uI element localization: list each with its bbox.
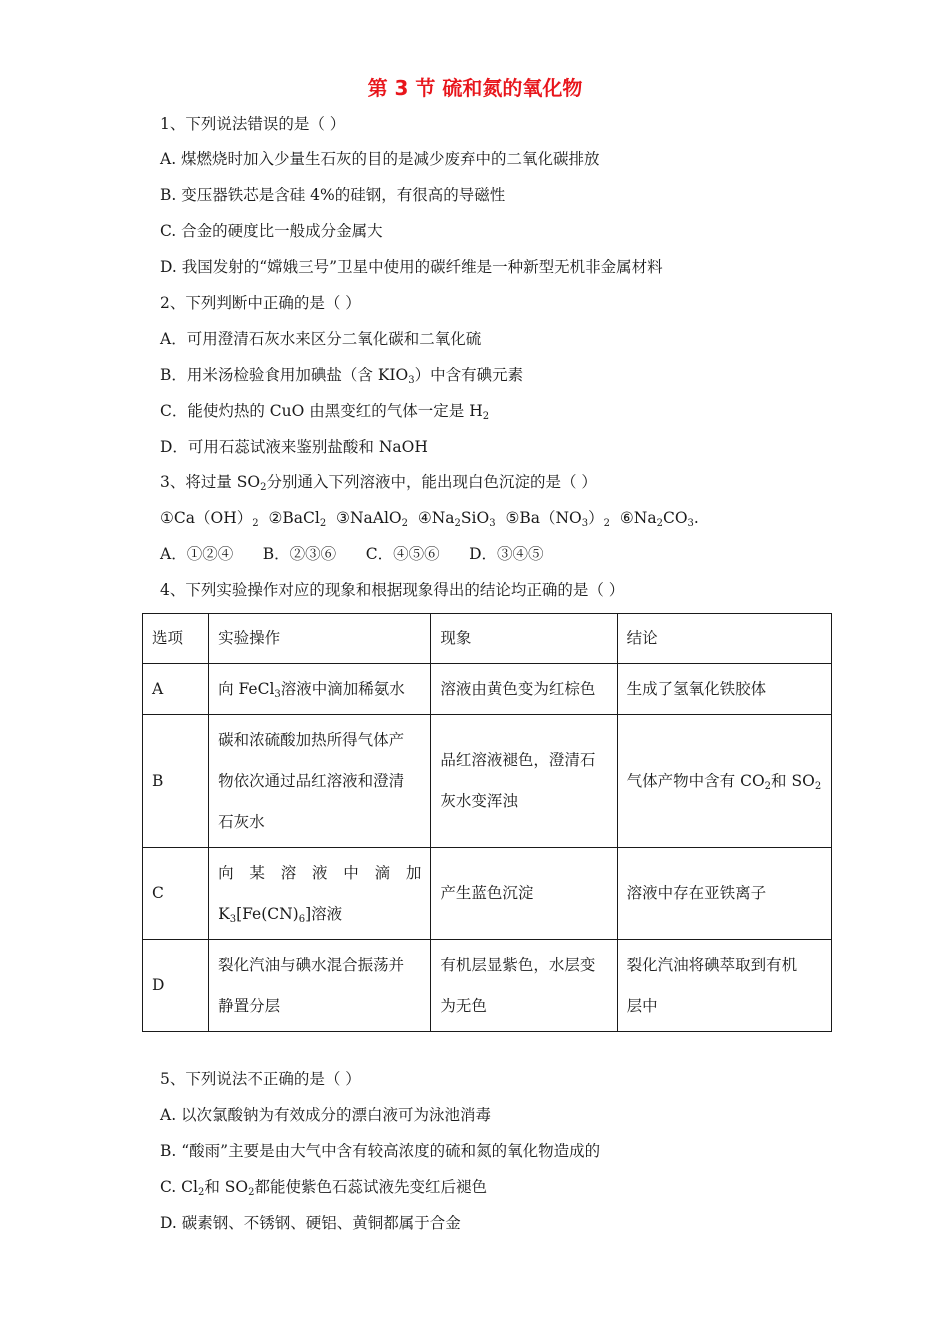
table-row — [143, 664, 832, 715]
table-cell-operation: 向 FeCl$_3$溶液中滴加稀氨水 — [209, 664, 431, 715]
table-cell-option: D — [143, 940, 209, 1032]
table-cell-conclusion: 裂化汽油将碘萃取到有机 层中 — [617, 940, 831, 1032]
table-header-cell: 选项 — [143, 614, 209, 664]
question-1-option-b: B. 变压器铁芯是含硅 4%的硅钢，有很高的导磁性 — [160, 186, 506, 204]
table-cell-option: A — [143, 664, 209, 715]
table-cell-conclusion: 生成了氢氧化铁胶体 — [617, 664, 831, 715]
question-3-stem: 3、将过量 $SO_2$分别通入下列溶液中，能出现白色沉淀的是（ ） — [160, 473, 597, 493]
question-5-stem: 5、下列说法不正确的是（ ） — [160, 1070, 361, 1088]
question-1-stem: 1、下列说法错误的是（ ） — [160, 115, 346, 133]
table-cell-operation: 碳和浓硫酸加热所得气体产 物依次通过品红溶液和澄清 石灰水 — [209, 715, 431, 848]
question-2-option-d: D．可用石蕊试液来鉴别盐酸和 NaOH — [160, 438, 428, 456]
table-cell-option: B — [143, 715, 209, 848]
table-header-cell: 实验操作 — [209, 614, 431, 664]
question-1-option-c: C. 合金的硬度比一般成分金属大 — [160, 222, 383, 240]
table-cell-conclusion: 气体产物中含有 $CO_2$和 $SO_2$ — [617, 715, 831, 848]
page-title: 第 3 节 硫和氮的氧化物 — [367, 76, 583, 100]
table-cell-phenomenon: 溶液由黄色变为红棕色 — [431, 664, 617, 715]
table-header-cell: 现象 — [431, 614, 617, 664]
table-cell-phenomenon: 有机层显紫色，水层变 为无色 — [431, 940, 617, 1032]
table-cell-operation: 裂化汽油与碘水混合振荡并 静置分层 — [209, 940, 431, 1032]
table-cell-phenomenon: 产生蓝色沉淀 — [431, 848, 617, 940]
question-5-option-b: B. “酸雨”主要是由大气中含有较高浓度的硫和氮的氧化物造成的 — [160, 1142, 601, 1160]
table-cell-option: C — [143, 848, 209, 940]
question-1-option-d: D. 我国发射的“嫦娥三号”卫星中使用的碳纤维是一种新型无机非金属材料 — [160, 258, 663, 276]
experiment-table — [142, 613, 832, 1032]
question-3-substances: $①Ca(OH)_2$ ②BaCl$_2$ ③NaAlO$_2$ $④Na_2SiO_3$ $⑤Ba(NO_3)_2$ $⑥Na_2CO_3$. — [160, 509, 699, 529]
table-cell-conclusion: 溶液中存在亚铁离子 — [617, 848, 831, 940]
table-cell-operation: 向某溶液中滴加 $K_3[Fe(CN)_6]$溶液 — [209, 848, 431, 940]
table-cell-phenomenon: 品红溶液褪色，澄清石 灰水变浑浊 — [431, 715, 617, 848]
question-1-option-a: A. 煤燃烧时加入少量生石灰的目的是减少废弃中的二氧化碳排放 — [160, 150, 600, 168]
table-row — [143, 848, 832, 940]
table-row — [143, 940, 832, 1032]
question-2-option-b: B．用米汤检验食用加碘盐（含 $KIO_3$）中含有碘元素 — [160, 366, 524, 386]
question-5-option-a: A. 以次氯酸钠为有效成分的漂白液可为泳池消毒 — [160, 1106, 492, 1124]
question-5-option-c: C. $Cl_2$和 $SO_2$都能使紫色石蕊试液先变红后褪色 — [160, 1178, 488, 1198]
table-row — [143, 715, 832, 848]
question-3-answers: A．①②④ B．②③⑥ C．④⑤⑥ D．③④⑤ — [160, 545, 544, 563]
table-header-row — [143, 614, 832, 664]
table-header-cell: 结论 — [617, 614, 831, 664]
question-5-option-d: D. 碳素钢、不锈钢、硬铝、黄铜都属于合金 — [160, 1214, 461, 1232]
question-2-stem: 2、下列判断中正确的是（ ） — [160, 294, 361, 312]
question-2-option-c: C．能使灼热的 CuO 由黑变红的气体一定是 $H_2$ — [160, 402, 490, 422]
question-4-stem: 4、下列实验操作对应的现象和根据现象得出的结论均正确的是（ ） — [160, 581, 625, 599]
question-2-option-a: A．可用澄清石灰水来区分二氧化碳和二氧化硫 — [160, 330, 482, 348]
